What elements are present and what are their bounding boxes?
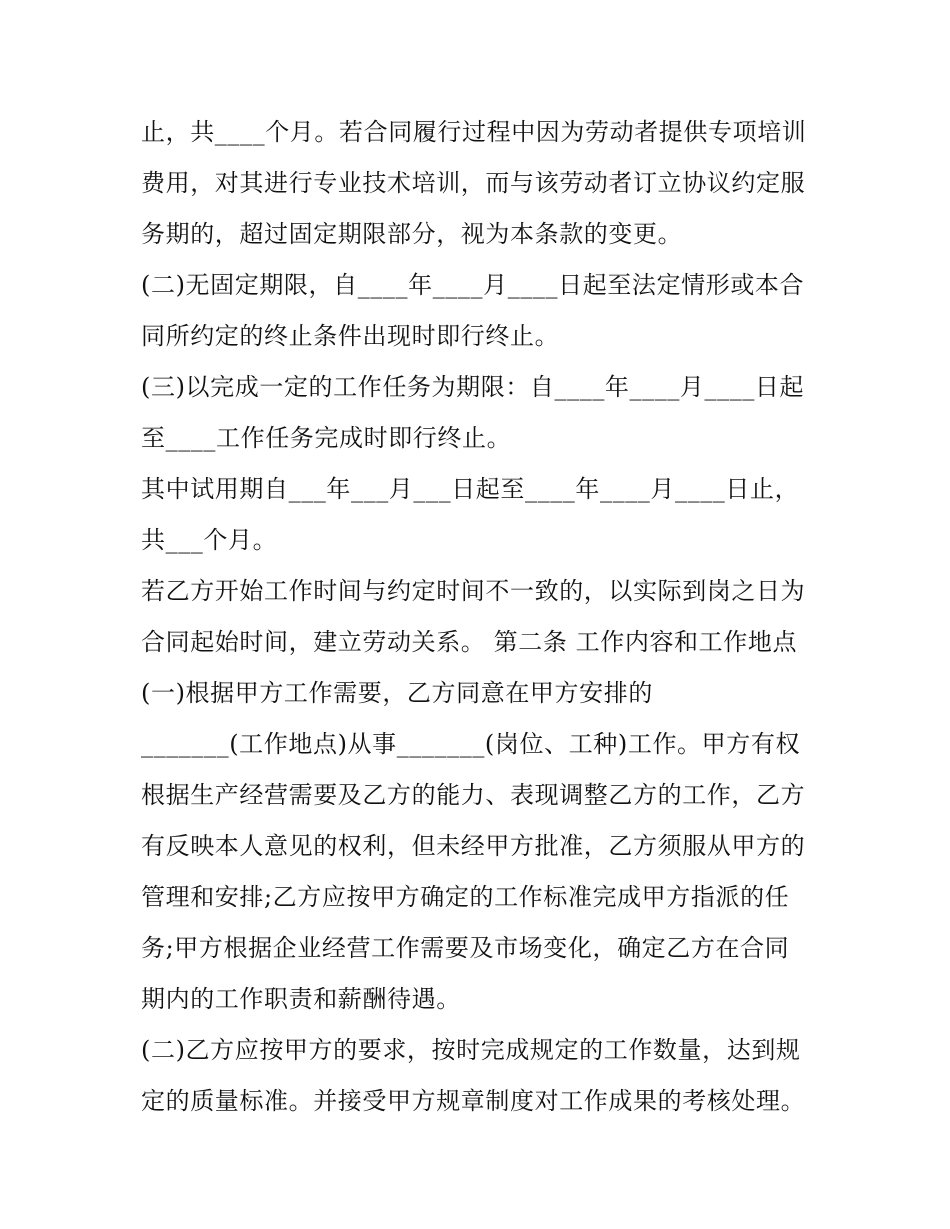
text-line: 共___个月。 [141, 526, 278, 554]
text-line: 务;甲方根据企业经营工作需要及市场变化，确定乙方在合同 [141, 934, 790, 962]
text-line: 费用，对其进行专业技术培训，而与该劳动者订立协议约定服 [141, 169, 806, 197]
text-line: 其中试用期自___年___月___日起至____年____月____日止， [141, 475, 800, 503]
text-line: 合同起始时间，建立劳动关系。 第二条 工作内容和工作地点 [141, 628, 798, 656]
text-line: 务期的，超过固定期限部分，视为本条款的变更。 [141, 220, 683, 248]
text-line: 同所约定的终止条件出现时即行终止。 [141, 322, 560, 350]
text-line: 至____工作任务完成时即行终止。 [141, 424, 512, 452]
text-line: 期内的工作职责和薪酬待遇。 [141, 985, 461, 1013]
text-line: 止，共____个月。若合同履行过程中因为劳动者提供专项培训 [141, 118, 807, 146]
text-line: 定的质量标准。并接受甲方规章制度对工作成果的考核处理。 [141, 1087, 806, 1115]
text-line: (二)乙方应按甲方的要求，按时完成规定的工作数量，达到规 [141, 1036, 801, 1064]
text-line: 若乙方开始工作时间与约定时间不一致的，以实际到岗之日为 [141, 577, 806, 605]
text-line: 根据生产经营需要及乙方的能力、表现调整乙方的工作，乙方 [141, 781, 806, 809]
text-line: (一)根据甲方工作需要，乙方同意在甲方安排的 [141, 679, 653, 707]
text-line: (二)无固定期限，自____年____月____日起至法定情形或本合 [141, 271, 805, 299]
text-line: (三)以完成一定的工作任务为期限：自____年____月____日起 [141, 373, 805, 401]
text-line: 有反映本人意见的权利，但未经甲方批准，乙方须服从甲方的 [141, 832, 806, 860]
text-line: 管理和安排;乙方应按甲方确定的工作标准完成甲方指派的任 [141, 883, 790, 911]
text-line: _______(工作地点)从事_______(岗位、工种)工作。甲方有权 [141, 730, 801, 758]
